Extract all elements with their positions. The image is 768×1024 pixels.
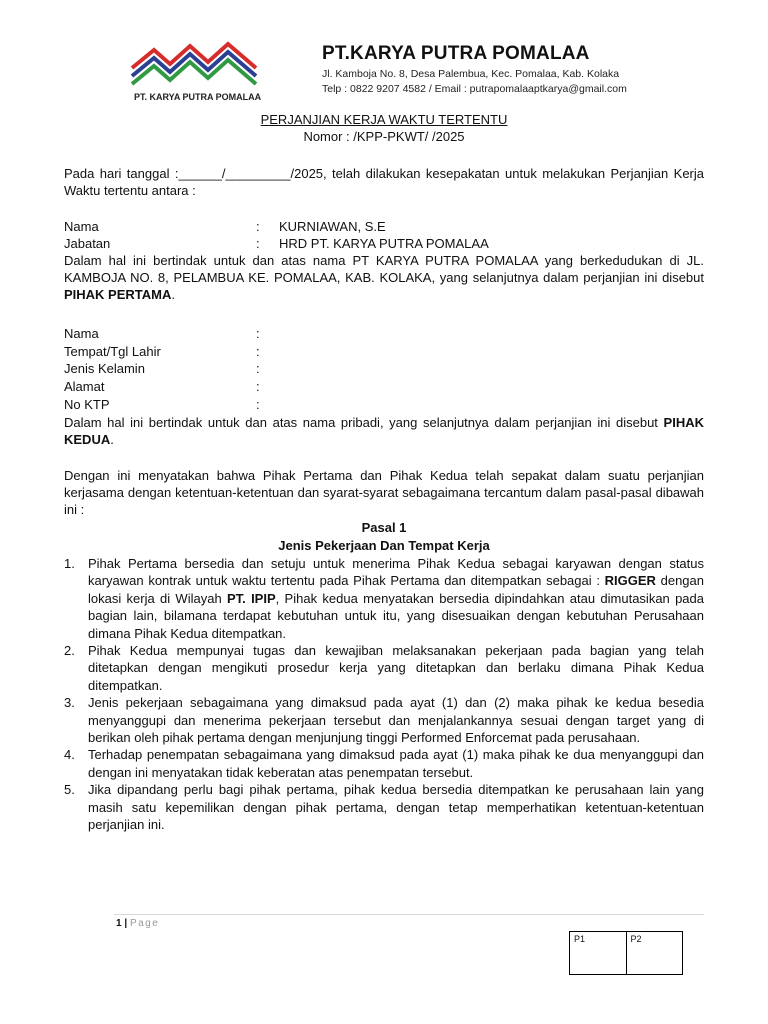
first-party-description xyxy=(64,252,704,304)
colon: : xyxy=(256,344,260,359)
second-party-field-row xyxy=(64,360,704,377)
clause-list xyxy=(64,555,704,834)
intro-paragraph: Pada hari tanggal :______/_________/2025, telah dilakukan kesepakatan untuk melakukan Perjanjian Kerja Waktu tertentu antara : xyxy=(64,166,704,199)
second-party-field-label: Tempat/Tgl Lahir xyxy=(64,344,161,359)
clause-number: 4. xyxy=(64,747,75,763)
second-party-description xyxy=(64,414,704,448)
second-party-field-label: Alamat xyxy=(64,379,105,394)
list-item xyxy=(64,642,704,694)
clause-text: Pihak Pertama bersedia dan setuju untuk menerima Pihak Kedua sebagai karyawan dengan status karyawan kontrak untuk waktu tertentu pada Pihak Pertama dan ditempatkan sebagai : xyxy=(88,556,704,589)
colon: : xyxy=(256,326,260,341)
second-party-field-row xyxy=(64,396,704,413)
second-party-field-label: No KTP xyxy=(64,397,110,412)
first-party-desc-end: . xyxy=(171,287,175,303)
colon: : xyxy=(256,236,260,251)
clause-number: 3. xyxy=(64,695,75,711)
logo-text: PT. KARYA PUTRA POMALAA xyxy=(134,92,262,102)
initial-cell-p2: P2 xyxy=(626,932,683,974)
company-address: Jl. Kamboja No. 8, Desa Palembua, Kec. Pomalaa, Kab. Kolaka xyxy=(322,68,620,80)
second-party-field-row xyxy=(64,378,704,395)
first-party-desc-text: Dalam hal ini bertindak untuk dan atas nama PT KARYA PUTRA POMALAA yang berkedudukan di JL. KAMBOJA NO. 8, PELAMBUA KE. POMALAA, KAB. KOLAKA, yang selanjutnya dalam perjanjian ini disebut xyxy=(64,253,704,286)
clause-number: 5. xyxy=(64,782,75,798)
list-item xyxy=(64,694,704,746)
company-name: PT.KARYA PUTRA POMALAA xyxy=(322,43,590,64)
list-item xyxy=(64,781,704,833)
first-party-position-value: HRD PT. KARYA PUTRA POMALAA xyxy=(279,236,489,251)
first-party-name-value: KURNIAWAN, S.E xyxy=(279,219,386,234)
second-party-field-row xyxy=(64,343,704,360)
clause-bold-role: RIGGER xyxy=(604,573,656,589)
page-separator: | xyxy=(124,918,128,929)
clause-number: 1. xyxy=(64,556,75,571)
second-party-field-row xyxy=(64,325,704,342)
company-contact: Telp : 0822 9207 4582 / Email : putrapomalaaptkarya@gmail.com xyxy=(322,83,627,95)
clause-text: Jika dipandang perlu bagi pihak pertama, pihak kedua bersedia ditempatkan ke perusahaan lain yang masih satu kepemilikan dengan pihak pertama, dengan tetap memperhatikan ketentuan-ketentuan perjanjian ini. xyxy=(88,782,704,833)
page-word: Page xyxy=(129,918,160,929)
clause-text: Pihak Kedua mempunyai tugas dan kewajiban melaksanakan pekerjaan pada bagian yang telah ditetapkan dengan mengikuti prosedur kerja yang ditetapkan dan berlaku dimana Pihak Kedua ditempatkan. xyxy=(88,643,704,693)
second-party-desc-text: Dalam hal ini bertindak untuk dan atas nama pribadi, yang selanjutnya dalam perjanjian ini disebut xyxy=(64,415,664,430)
second-party-field-label: Nama xyxy=(64,326,99,341)
first-party-position-row xyxy=(64,235,704,252)
clause-text: dengan lokasi kerja di Wilayah xyxy=(88,573,704,606)
company-logo xyxy=(108,34,268,112)
first-party-name-label: Nama xyxy=(64,219,99,234)
article-heading: Pasal 1 xyxy=(361,520,407,535)
clause-bold-location: PT. IPIP xyxy=(226,590,276,606)
second-party-field-label: Jenis Kelamin xyxy=(64,361,145,376)
colon: : xyxy=(256,219,260,234)
clause-number: 2. xyxy=(64,643,75,659)
footer-divider xyxy=(114,914,704,915)
second-party-desc-bold: PIHAK KEDUA xyxy=(64,415,704,448)
colon: : xyxy=(256,361,260,376)
list-item xyxy=(64,555,704,642)
signature-initial-box xyxy=(569,931,683,975)
list-item xyxy=(64,746,704,781)
colon: : xyxy=(256,379,260,394)
clause-text: Terhadap penempatan sebagaimana yang dimaksud pada ayat (1) maka pihak ke dua menyanggupi dan dengan ini menyatakan tidak keberatan atas penempatan tersebut. xyxy=(88,747,704,780)
first-party-name-row xyxy=(64,218,704,235)
clause-text: , Pihak kedua menyatakan bersedia dipindahkan atau dimutasikan pada bagian lain, bilamana terdapat kebutuhan untuk itu, yang disesuaikan dengan kebutuhan Perusahaan dimana Pihak Kedua ditempatkan. xyxy=(88,590,704,641)
initial-cell-p1: P1 xyxy=(574,934,586,944)
first-party-desc-bold: PIHAK PERTAMA xyxy=(64,287,172,303)
clause-text: Jenis pekerjaan sebagaimana yang dimaksud pada ayat (1) dan (2) maka pihak ke kedua besedia menyanggupi dan menerima pekerjaan tersebut dan menjalankannya sesuai dengan target yang di berikan oleh pihak pertama dengan menjunjung tinggi Performed Enforcemat pada perusahaan. xyxy=(88,695,704,746)
article-subheading: Jenis Pekerjaan Dan Tempat Kerja xyxy=(278,538,490,553)
document-number: Nomor : /KPP-PKWT/ /2025 xyxy=(303,129,465,144)
logo-mountains-graphic xyxy=(108,34,268,112)
second-party-desc-end: . xyxy=(110,432,114,448)
page-number xyxy=(116,918,159,929)
first-party-position-label: Jabatan xyxy=(64,236,111,251)
colon: : xyxy=(256,397,260,412)
page-number-value: 1 xyxy=(116,918,122,929)
agreement-paragraph: Dengan ini menyatakan bahwa Pihak Pertama dan Pihak Kedua telah sepakat dalam suatu perjanjian kerjasama dengan ketentuan-ketentuan dan syarat-syarat sebagaimana tercantum dalam pasal-pasal dibawah ini : xyxy=(64,468,704,518)
document-title: PERJANJIAN KERJA WAKTU TERTENTU xyxy=(260,112,508,127)
